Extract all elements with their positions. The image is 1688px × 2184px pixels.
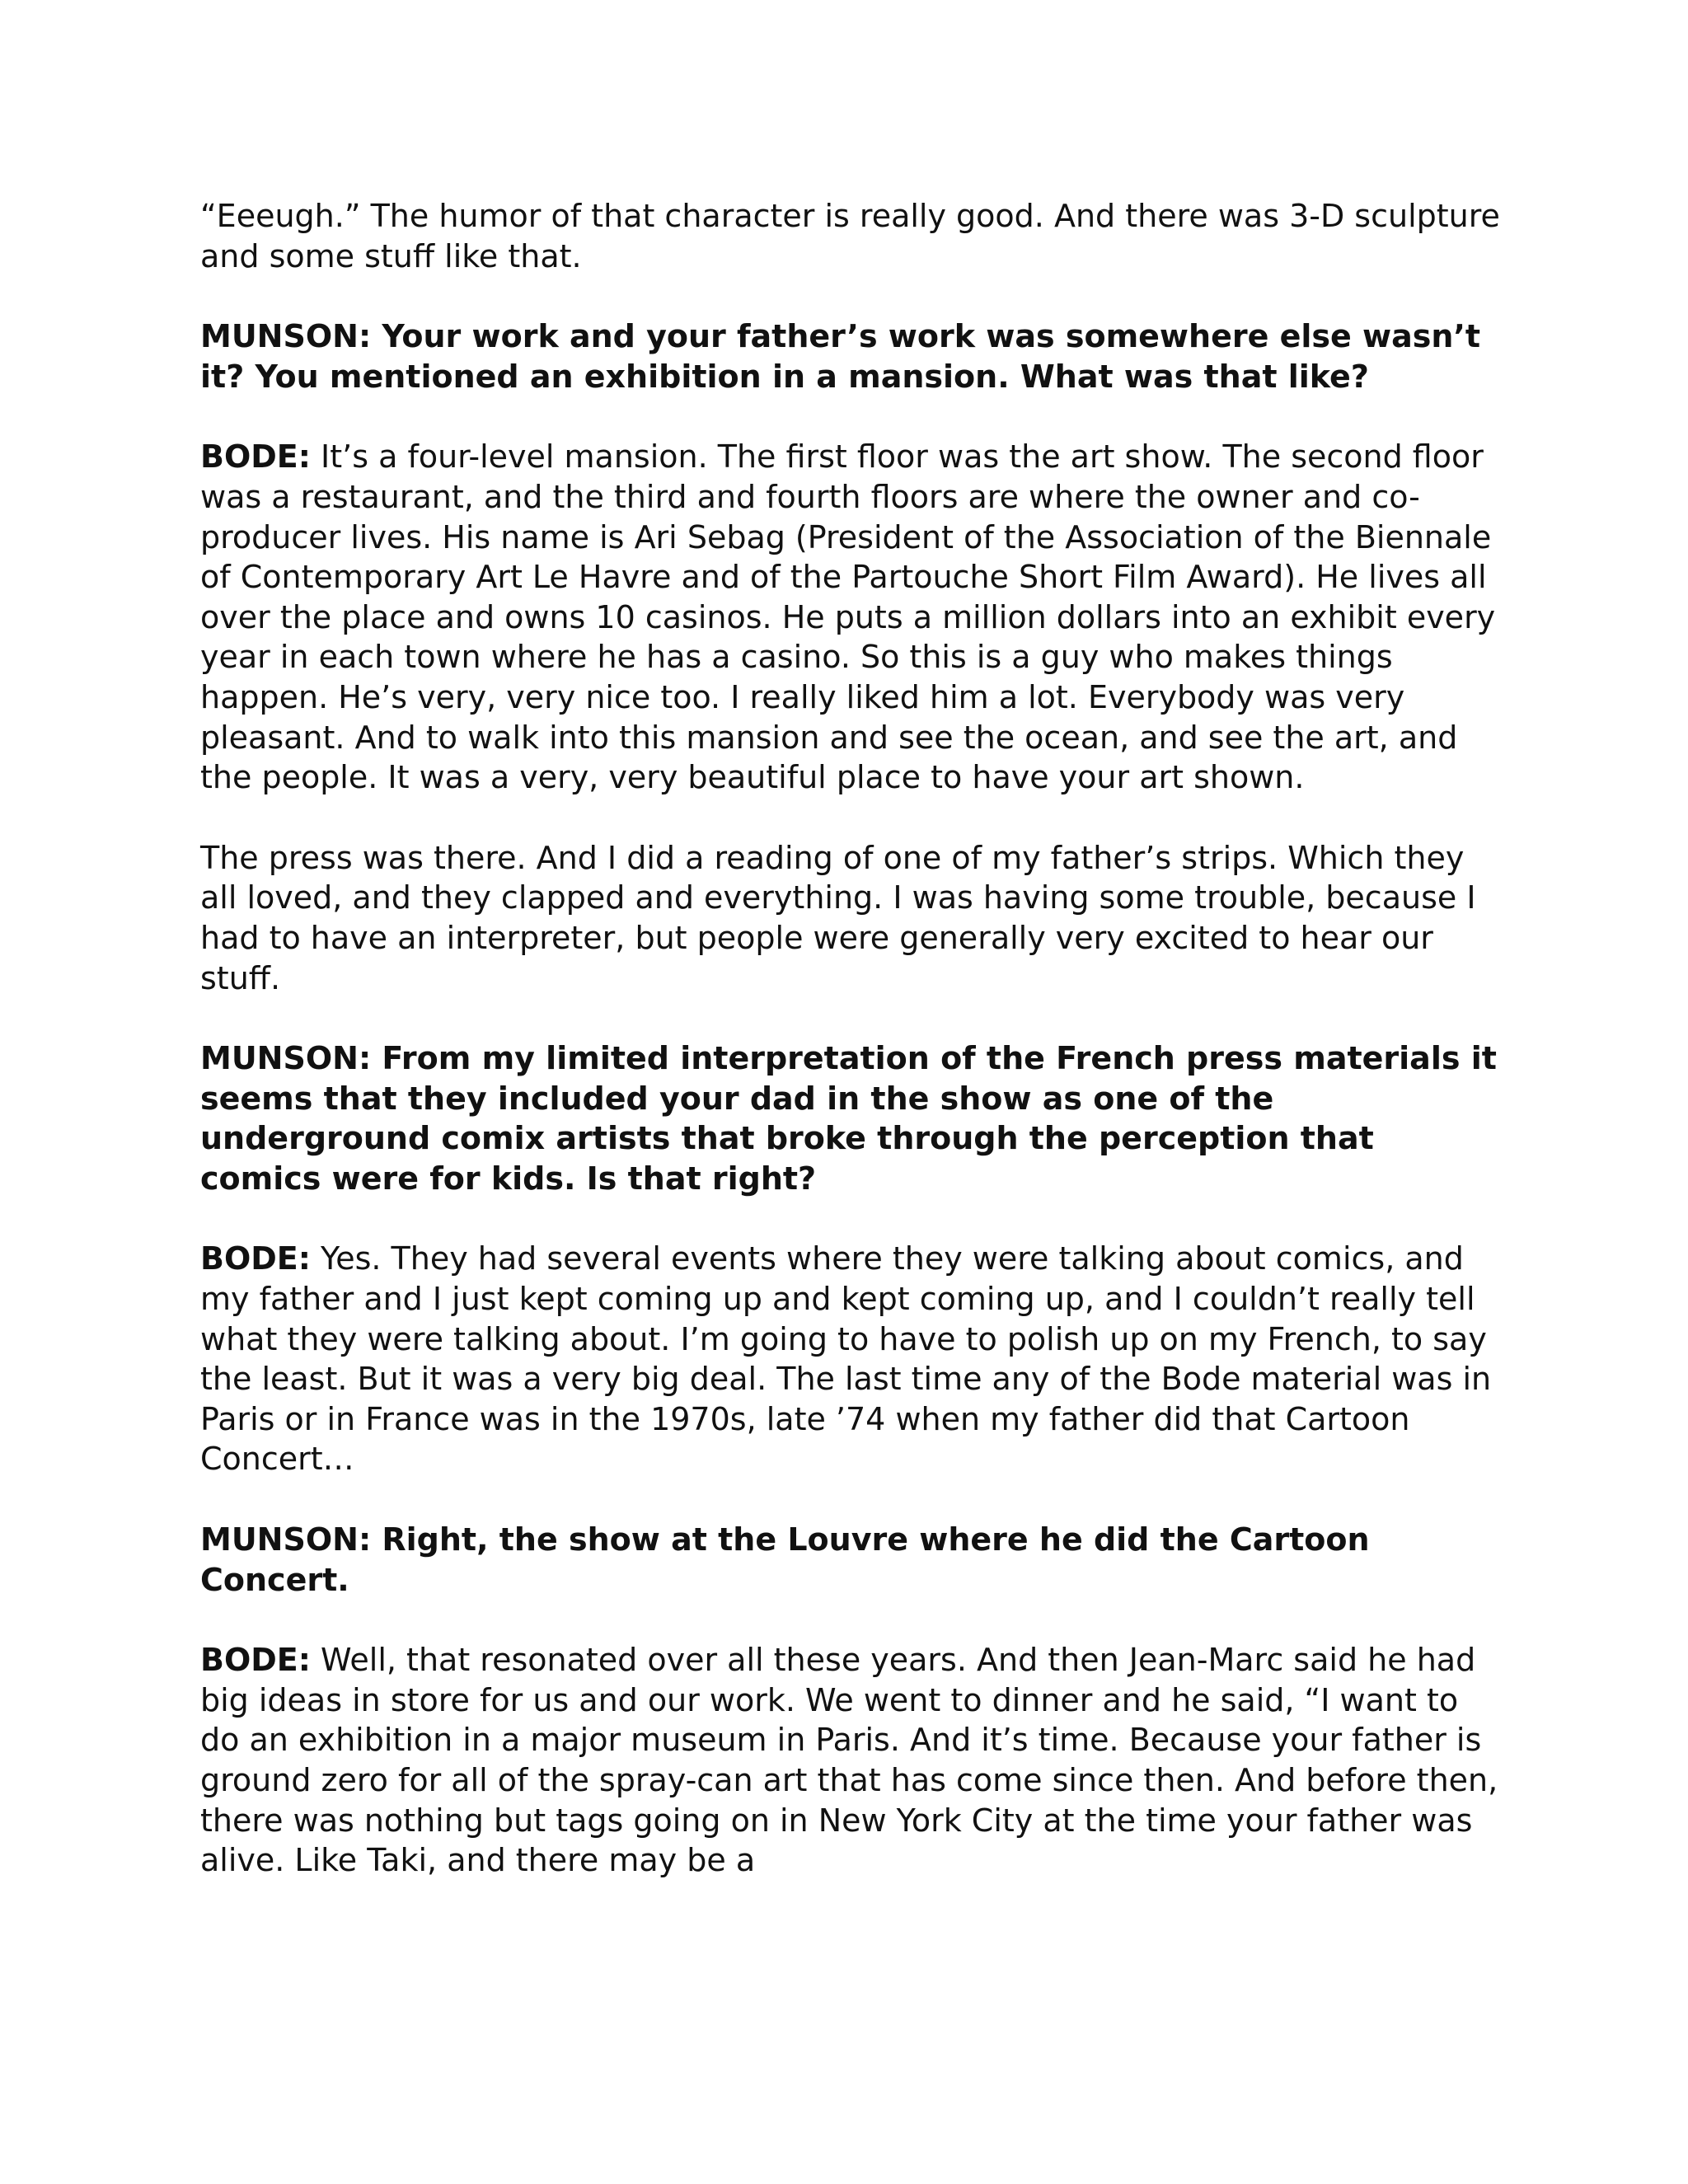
- paragraph-continuation: “Eeeugh.” The humor of that character is really good. And there was 3-D sculpture and some stuff like that.: [200, 198, 1500, 274]
- question-paragraph: MUNSON: Your work and your father’s work was somewhere else wasn’t it? You mentioned an exhibition in a mansion. What was that like?: [200, 318, 1481, 395]
- speaker-label: BODE:: [200, 1240, 311, 1277]
- paragraph-continuation: The press was there. And I did a reading of one of my father’s strips. Which they all loved, and they clapped and everything. I was having some trouble, because I had to have an interpreter, but people were generally very excited to hear our stuff.: [200, 839, 1476, 996]
- interview-transcript: [200, 196, 1503, 1881]
- answer-paragraph: [200, 1239, 1503, 1479]
- answer-text: It’s a four-level mansion. The first floor was the art show. The second floor was a restaurant, and the third and fourth floors are where the owner and co-producer lives. His name is Ari Sebag (President of the Association of the Biennale of Contemporary Art Le Havre and of the Partouche Short Film Award). He lives all over the place and owns 10 casinos. He puts a million dollars into an exhibit every year in each town where he has a casino. So this is a guy who makes things happen. He’s very, very nice too. I really liked him a lot. Everybody was very pleasant. And to walk into this mansion and see the ocean, and see the art, and the people. It was a very, very beautiful place to have your art shown.: [200, 438, 1496, 796]
- answer-text: Well, that resonated over all these years. And then Jean-Marc said he had big ideas in store for us and our work. We went to dinner and he said, “I want to do an exhibition in a major museum in Paris. And it’s time. Because your father is ground zero for all of the spray-can art that has come since then. And before then, there was nothing but tags going on in New York City at the time your father was alive. Like Taki, and there may be a: [200, 1642, 1498, 1879]
- question-paragraph: MUNSON: Right, the show at the Louvre where he did the Cartoon Concert.: [200, 1521, 1370, 1598]
- answer-paragraph: [200, 1640, 1503, 1881]
- answer-text: Yes. They had several events where they were talking about comics, and my father and I just kept coming up and kept coming up, and I couldn’t really tell what they were talking about. I’m going to have to polish up on my French, to say the least. But it was a very big deal. The last time any of the Bode material was in Paris or in France was in the 1970s, late ’74 when my father did that Cartoon Concert…: [200, 1240, 1492, 1478]
- answer-paragraph: [200, 437, 1503, 797]
- question-paragraph: MUNSON: From my limited interpretation of the French press materials it seems that they included your dad in the show as one of the underground comix artists that broke through the perception that comics were for kids. Is that right?: [200, 1040, 1497, 1197]
- speaker-label: BODE:: [200, 1642, 311, 1679]
- speaker-label: BODE:: [200, 438, 311, 476]
